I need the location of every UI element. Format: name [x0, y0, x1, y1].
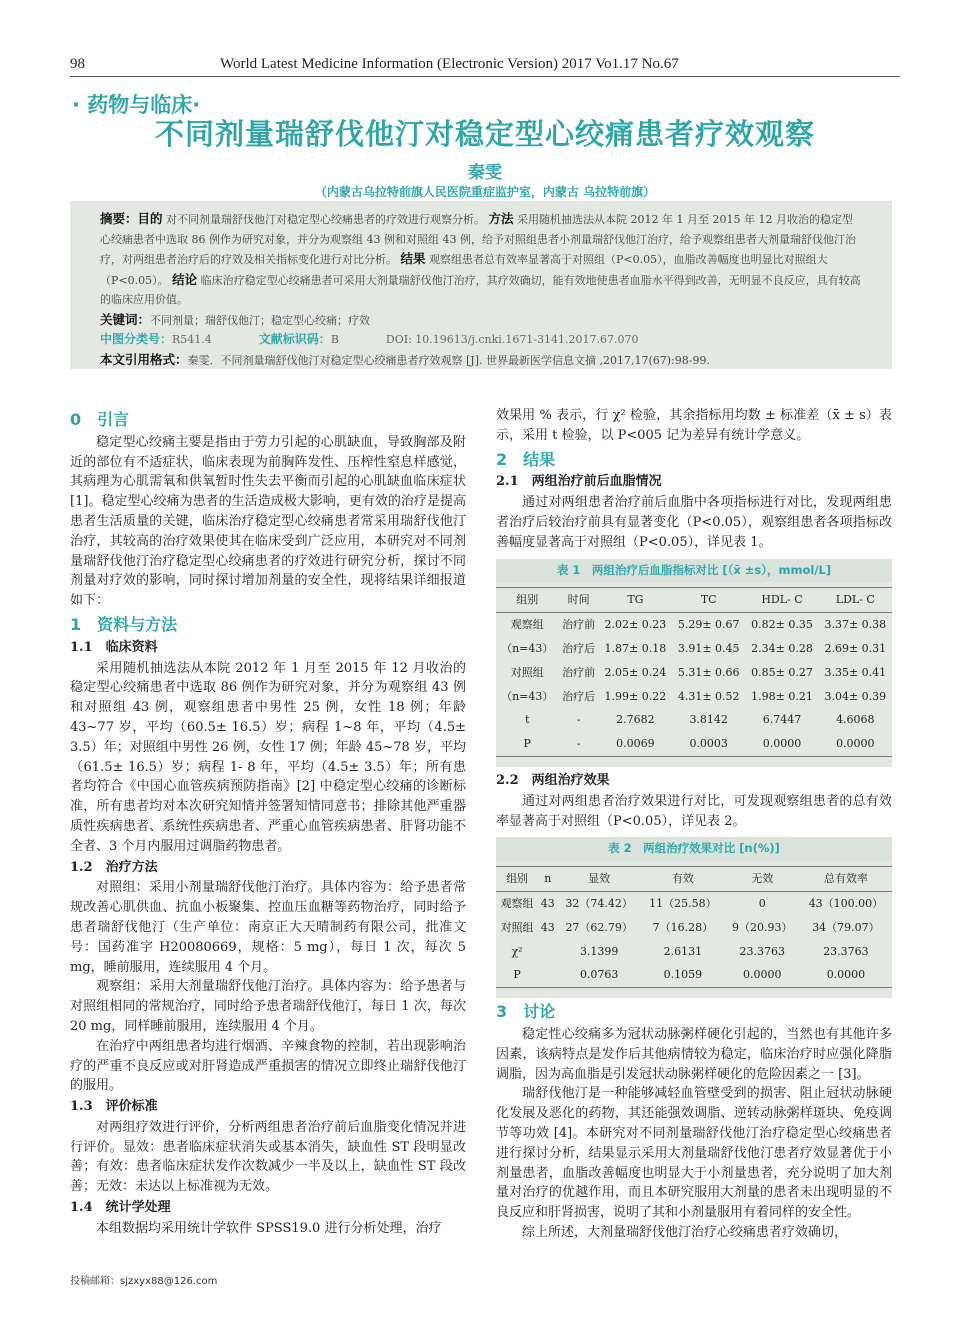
table-cell: 5.29± 0.67: [677, 618, 740, 632]
table-cell: χ²: [511, 944, 523, 958]
table-cell: 1.87± 0.18: [604, 641, 667, 655]
table-cell: 治疗后: [562, 689, 596, 703]
table-cell: 0.0069: [599, 732, 672, 756]
running-header: [70, 56, 900, 77]
article-title: 不同剂量瑞舒伐他汀对稳定型心绞痛患者疗效观察: [154, 117, 815, 151]
table-cell: [538, 963, 557, 987]
table-2-caption: 表 2 两组治疗效果对比 [n(%)]: [496, 837, 892, 861]
intro-paragraph: 稳定型心绞痛主要是指由于劳力引起的心肌缺血，导致胸部及附近的部位有不适症状，临床表现为前胸阵发性、压榨性窒息样感觉，其病理为心肌需氧和供氧暂时性失去平衡而引起的心肌缺血临床症状 [1]。稳定型心绞痛为患者的生活造成极大影响，更有效的治疗是提高患者生活质量的关键，临床治疗稳定型心绞痛患者常采用瑞舒伐他汀治疗，其较高的治疗效果使其在临床受到广泛应用，本研究对不同剂量瑞舒伐他汀治疗稳定型心绞痛患者的疗效进行研究分析，探讨不同剂量对疗效的影响，同时探讨增加剂量的安全性，现将结果详细报道如下：: [70, 434, 466, 609]
section-methods-heading: 1 资料与方法: [70, 614, 178, 634]
t2-header-cell: 显效: [557, 867, 641, 892]
lipid-paragraph: 通过对两组患者治疗前后血脂中各项指标进行对比，发现两组患者治疗后较治疗前具有显著变化（P<0.05），观察组患者各项指标改善幅度显著高于对照组（P<0.05），详见表 1。: [496, 495, 892, 550]
section-results-heading: 2 结果: [496, 449, 556, 469]
doc-code-value: B: [330, 333, 339, 346]
doc-code-label: 文献标识码：: [258, 332, 331, 346]
clc-value: R541.4: [172, 333, 212, 346]
subsection-efficacy-heading: 2.2 两组治疗效果: [496, 772, 610, 788]
methods-label: 方法: [488, 211, 514, 226]
discussion-paragraph-3: 综上所述，大剂量瑞舒伐他汀治疗心绞痛患者疗效确切，: [522, 1224, 848, 1240]
table-cell: 0.82± 0.35: [751, 618, 813, 632]
treatment-paragraph-safety: 在治疗中两组患者均进行烟酒、辛辣食物的控制，若出现影响治疗的严重不良反应或对肝肾造成严重损害的情况立即终止瑞舒伐他汀的服用。: [70, 1038, 466, 1094]
objective-text: 对不同剂量瑞舒伐他汀对稳定型心绞痛患者的疗效进行观察分析。: [166, 213, 486, 226]
table-cell: 3.8142: [689, 713, 728, 727]
table-cell: 0.0000: [725, 963, 800, 987]
table-cell: 6.7447: [762, 713, 802, 727]
table-row: [496, 661, 892, 685]
table-row: [496, 940, 892, 964]
abstract-label: 摘要：: [100, 211, 138, 226]
keywords-text: 不同剂量；瑞舒伐他汀；稳定型心绞痛；疗效: [150, 313, 371, 327]
left-column: [70, 406, 466, 1239]
table-cell: 3.1399: [579, 944, 619, 958]
t2-header-cell: 有效: [641, 867, 725, 892]
affiliation: （内蒙古乌拉特前旗人民医院重症监护室，内蒙古 乌拉特前旗）: [314, 185, 656, 199]
table-cell: 0.0000: [819, 732, 892, 756]
table-1-header-row: [496, 588, 892, 613]
table-cell: 1.98± 0.21: [751, 689, 813, 703]
table-cell: 治疗后: [562, 641, 596, 655]
clc-label: 中图分类号：: [100, 332, 173, 346]
table-cell: [538, 940, 557, 964]
table-cell: 2.34± 0.28: [751, 641, 813, 655]
table-cell: 0.1059: [641, 963, 725, 987]
table-cell: 0.0763: [557, 963, 641, 987]
table-cell: 观察组: [510, 618, 544, 632]
t1-header-cell: TC: [672, 588, 745, 613]
table-cell: 27（62.79）: [565, 920, 633, 934]
section-intro-heading: 0 引言: [70, 410, 130, 429]
evaluation-paragraph: 对两组疗效进行评价，分析两组患者治疗前后血脂变化情况并进行评价。显效：患者临床症状消失或基本消失，缺血性 ST 段明显改善；有效：患者临床症状发作次数减少一半及以上，缺血性 ST 段改善；无效：未达以上标准视为无效。: [70, 1119, 466, 1195]
table-2-grid: [496, 866, 892, 988]
table-2-header-row: [496, 867, 892, 892]
table-cell: 9（20.93）: [732, 920, 793, 934]
subsection-lipid-heading: 2.1 两组治疗前后血脂情况: [496, 474, 662, 490]
table-cell: t: [525, 713, 530, 727]
table-cell: 43（100.00）: [808, 896, 884, 910]
keywords-label: 关键词：: [100, 311, 151, 327]
table-cell: 对照组: [500, 920, 534, 934]
table-cell: （n=43）: [501, 641, 554, 655]
t1-header-cell: HDL- C: [745, 588, 818, 613]
author: 秦雯: [468, 163, 502, 183]
table-cell: 0.85± 0.27: [751, 665, 813, 679]
table-cell: 2.7682: [616, 713, 655, 727]
table-row: [496, 708, 892, 732]
keywords-line: [100, 310, 862, 331]
table-cell: 7（16.28）: [652, 920, 714, 934]
table-cell: 43: [540, 896, 555, 910]
abstract-body: [100, 209, 862, 310]
results-text: 观察组患者总有效率显著高于对照组（P<0.05），血脂改善幅度也明显比对照组大（P<0.05）。: [100, 253, 828, 287]
t1-header-cell: LDL- C: [819, 588, 892, 613]
table-cell: -: [558, 732, 598, 756]
table-row: [496, 891, 892, 915]
table-cell: 32（74.42）: [565, 896, 633, 910]
table-cell: 2.02± 0.23: [604, 618, 667, 632]
efficacy-paragraph: 通过对两组患者治疗效果进行对比，可发现观察组患者的总有效率显著高于对照组（P<0.05），详见表 2。: [496, 793, 892, 829]
table-cell: 0.0000: [800, 963, 892, 987]
table-1-caption: 表 1 两组治疗后血脂指标对比 [（x̄ ±s），mmol/L]: [496, 559, 892, 583]
classification-line: [100, 330, 862, 350]
table-row: [496, 916, 892, 940]
statistics-paragraph: 本组数据均采用统计学软件 SPSS19.0 进行分析处理，治疗: [96, 1220, 442, 1236]
table-cell: 2.05± 0.24: [604, 665, 667, 679]
table-cell: 3.91± 0.45: [677, 641, 740, 655]
table-cell: 2.69± 0.31: [824, 641, 887, 655]
t2-header-cell: 组别: [496, 867, 538, 892]
table-cell: 43: [540, 920, 555, 934]
table-cell: 3.04± 0.39: [824, 689, 887, 703]
table-cell: P: [496, 963, 538, 987]
table-cell: 0: [758, 896, 766, 910]
table-cell: 4.31± 0.52: [677, 689, 740, 703]
table-cell: -: [576, 713, 581, 727]
table-cell: 0.0003: [672, 732, 745, 756]
t2-header-cell: n: [538, 867, 557, 892]
discussion-paragraph-1: 稳定性心绞痛多为冠状动脉粥样硬化引起的，当然也有其他许多因素，该病特点是发作后其他病情较为稳定，临床治疗时应强化降脂调脂，因为高血脂是引发冠状动脉粥样硬化的危险因素之一 [3]。: [496, 1026, 892, 1082]
table-cell: 观察组: [500, 896, 534, 910]
table-1: [496, 559, 892, 767]
objective-label: 目的: [137, 211, 163, 226]
table-cell: 治疗前: [562, 665, 596, 679]
methods-text: 采用随机抽选法从本院 2012 年 1 月至 2015 年 12 月收治的稳定型心绞痛患者中选取 86 例作为研究对象，并分为观察组 43 例和对照组 43 例，给予对照组患者小剂量瑞舒伐他汀治疗，给予观察组患者大剂量瑞舒伐他汀治疗，对两组患者治疗后的疗效及相关指标变化进行对比分析。: [100, 213, 856, 266]
abstract-box: [70, 201, 892, 369]
treatment-paragraph-control: 对照组：采用小剂量瑞舒伐他汀治疗。具体内容为：给予患者常规改善心肌供血、抗血小板聚集、控血压血糖等药物治疗，同时给予患者瑞舒伐他汀（生产单位：南京正大天晴制药有限公司，批准文号：国药准字 H20080669，规格：5 mg），每日 1 次，每次 5 mg，睡前服用，连续服用 4 个月。: [70, 880, 466, 975]
subsection-evaluation-heading: 1.3 评价标准: [70, 1099, 158, 1115]
page-number: 98: [70, 56, 85, 72]
table-cell: 3.35± 0.41: [824, 665, 887, 679]
table-cell: 23.3763: [739, 944, 786, 958]
submission-email: 投稿邮箱：sjzxyx88@126.com: [70, 1276, 218, 1287]
table-cell: 2.6131: [663, 944, 703, 958]
table-cell: （n=43）: [501, 689, 554, 703]
clinical-data-paragraph: 采用随机抽选法从本院 2012 年 1 月至 2015 年 12 月收治的稳定型心绞痛患者中选取 86 例作为研究对象，并分为观察组 43 例和对照组 43 例，观察组患者中男性 25 例，女性 18 例；年龄 43~77 岁，平均（60.5± 16.5）岁；病程 1~8 年，平均（4.5± 3.5）年；对照组中男性 26 例，女性 17 例；年龄 45~78 岁，平均（61.5± 16.5）岁；病程 1- 8 年，平均（4.5± 3.5）年；所有患者均符合《中国心血管疾病预防指南》[2] 中稳定型心绞痛的诊断标准，所有患者均对本次研究知情并签署知情同意书；排除其他严重器质性疾病患者、系统性疾病患者、严重心血管疾病患者、肝肾功能不全者、3 个月内服用过调脂药物患者。: [70, 660, 466, 854]
table-cell: P: [496, 732, 558, 756]
t2-header-cell: 无效: [725, 867, 800, 892]
table-1-grid: [496, 587, 892, 757]
table-row: [496, 685, 892, 709]
t2-header-cell: 总有效率: [800, 867, 892, 892]
citation-line: [100, 350, 862, 371]
section-discussion-heading: 3 讨论: [496, 1002, 556, 1022]
treatment-paragraph-observation: 观察组：采用大剂量瑞舒伐他汀治疗。具体内容为：给予患者与对照组相同的常规治疗，同时给予患者瑞舒伐他汀，每日 1 次，每次 20 mg，同样睡前服用，连续服用 4 个月。: [70, 979, 466, 1034]
conclusion-text: 临床治疗稳定型心绞痛患者可采用大剂量瑞舒伐他汀治疗，其疗效确切，能有效地使患者血脂水平得到改善，无明显不良反应，具有较高的临床应用价值。: [100, 273, 861, 306]
discussion-paragraph-2: 瑞舒伐他汀是一种能够减轻血管壁受到的损害、阻止冠状动脉硬化发展及恶化的药物，其还能强效调脂、逆转动脉粥样斑块、免疫调节等功效 [4]。本研究对不同剂量瑞舒伐他汀治疗稳定型心绞痛患者进行探讨分析，结果显示采用大剂量瑞舒伐他汀患者疗效显著优于小剂量患者，血脂改善幅度也明显大于小剂量患者，充分说明了加大剂量对治疗的优越作用，而且本研究服用大剂量的患者未出现明显的不良反应和肝肾损害，说明了其和小剂量服用有着同样的安全性。: [496, 1086, 892, 1221]
right-column: [496, 406, 892, 1243]
table-cell: 1.99± 0.22: [604, 689, 667, 703]
section-tag: · 药物与临床·: [72, 93, 201, 117]
table-cell: 0.0000: [745, 732, 818, 756]
table-cell: 对照组: [510, 665, 544, 679]
table-row: [496, 963, 892, 987]
table-cell: 34（79.07）: [812, 920, 880, 934]
table-2: [496, 837, 892, 998]
table-cell: 11（25.58）: [649, 896, 717, 910]
table-row: [496, 732, 892, 756]
t1-header-cell: TG: [599, 588, 672, 613]
table-row: [496, 637, 892, 661]
results-label: 结果: [400, 251, 426, 266]
journal-name: World Latest Medicine Information (Electronic Version) 2017 Vo1.17 No.67: [220, 56, 679, 72]
statistics-continued-paragraph: 效果用 % 表示，行 χ² 检验，其余指标用均数 ± 标准差（x̄ ± s）表示，采用 t 检验，以 P<005 记为差异有统计学意义。: [496, 408, 892, 443]
table-cell: 3.37± 0.38: [824, 618, 887, 632]
citation-text: 秦雯．不同剂量瑞舒伐他汀对稳定型心绞痛患者疗效观察 [J]. 世界最新医学信息文摘 ,2017,17(67):98-99.: [187, 353, 710, 367]
t1-header-cell: 组别: [496, 588, 558, 613]
table-cell: 治疗前: [562, 618, 596, 632]
table-row: [496, 613, 892, 637]
subsection-statistics-heading: 1.4 统计学处理: [70, 1200, 171, 1216]
conclusion-label: 结论: [172, 271, 198, 287]
subsection-treatment-heading: 1.2 治疗方法: [70, 859, 158, 875]
doi: DOI: 10.19613/j.cnki.1671-3141.2017.67.070: [385, 333, 639, 346]
t1-header-cell: 时间: [558, 588, 598, 613]
subsection-clinical-data-heading: 1.1 临床资料: [70, 639, 158, 655]
table-cell: 5.31± 0.66: [677, 665, 740, 679]
table-cell: 23.3763: [823, 944, 869, 958]
table-cell: 4.6068: [836, 713, 875, 727]
citation-label: 本文引用格式：: [100, 351, 188, 367]
